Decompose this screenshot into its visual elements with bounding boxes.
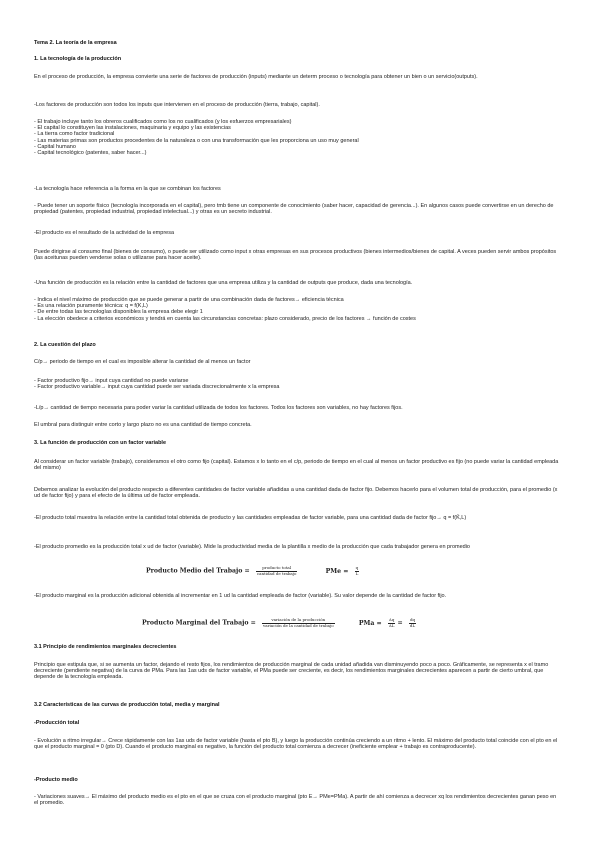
- section-3-2-heading: 3.2 Características de las curvas de producción total, media y marginal: [34, 702, 220, 708]
- formula-denominator: dL: [409, 622, 416, 628]
- list-item: - Es una relación puramente técnica: q = f(K,L): [34, 303, 148, 310]
- formula-fraction: [388, 618, 396, 628]
- list-item: - Capital tecnológico (patentes, saber hacer...): [34, 150, 147, 157]
- section-3-1-heading: 3.1 Principio de rendimientos marginales decrecientes: [34, 644, 177, 650]
- list-item: - Factor productivo variable→ input cuya cantidad puede ser variada discrecionalmente x la empresa: [34, 384, 280, 391]
- list-item: - Capital humano: [34, 143, 76, 150]
- formula-fraction: [262, 618, 335, 628]
- list-item: - El trabajo incluye tanto los obreros cualificados como los no cualificados (y los esfuerzos empresariales): [34, 119, 292, 125]
- formula-denominator: variación de la cantidad de trabajo: [262, 622, 334, 628]
- formula-fraction: [256, 566, 298, 576]
- paragraph: -El producto marginal es la producción adicional obtenida al incrementar en 1 ud la cantidad empleada de factor (variable). Su valor depende de la cantidad de factor fijo.: [34, 593, 447, 599]
- paragraph: -Los factores de producción son todos los inputs que intervienen en el proceso de producción (tierra, trabajo, capital).: [34, 102, 320, 108]
- list-item: - La elección obedece a criterios económicos y tendrá en cuenta las circunstancias concretas: plazo considerado, precio de los factores → función de costes: [34, 315, 416, 322]
- list-item: - El capital lo constituyen las instalaciones, maquinaria y equipo y las existencias: [34, 125, 231, 132]
- paragraph: -El producto total muestra la relación entre la cantidad total obtenida de producto y las cantidades empleadas de factor variable, para una cantidad dada de factor fijo→ q = f(K̄,L): [34, 515, 467, 521]
- section-2-heading: 2. La cuestión del plazo: [34, 342, 96, 348]
- formula-denominator: L: [355, 570, 359, 576]
- formula-numerator: producto total: [256, 566, 298, 572]
- paragraph: -La tecnología hace referencia a la forma en la que se combinan los factores: [34, 186, 221, 192]
- factor-types-list: [34, 378, 562, 390]
- paragraph: - Variaciones suaves→ El máximo del producto medio es el pto en el que se cruza con el producto marginal (pto E→ PMe=PMa). A partir de ahí comienza a decrecer xq los rendimientos decrecientes ganan peso en el promedio.: [34, 794, 557, 807]
- list-item: - De entre todas las tecnologías disponibles la empresa debe elegir 1: [34, 309, 203, 316]
- list-item: - Factor productivo fijo→ input cuya cantidad no puede variarse: [34, 378, 189, 384]
- formula-equals: =: [397, 619, 403, 627]
- paragraph: -El producto promedio es la producción total x ud de factor (variable). Mide la productividad media de la plantilla x medio de la producción que cada trabajador genera en promedio: [34, 544, 470, 550]
- formula-numerator: Δq: [388, 617, 395, 622]
- formula-label: Producto Marginal del Trabajo =: [142, 619, 256, 627]
- list-item: - Las materias primas son productos procedentes de la naturaleza o con una transformación que les proporciona un uso muy general: [34, 137, 359, 144]
- formula-label: Producto Medio del Trabajo =: [146, 567, 250, 575]
- formula-fraction: [355, 566, 360, 576]
- marginal-product-formula: [142, 618, 416, 628]
- paragraph: Debemos analizar la evolución del producto respecto a diferentes cantidades de factor variable añadidas a una cantidad dada de factor fijo. Debemos hacerlo para el volumen total de producción, para el promedio (x ud de factor fijo) y para el efecto de la última ud de factor empleada.: [34, 487, 558, 500]
- paragraph: - Puede tener un soporte físico (tecnología incorporada en el capital), pero tmb tiene un componente de conocimiento (saber hacer, capacidad de gerencia...). En algunos casos puede convertirse en un derecho de propiedad (patentes, propiedad industrial, propiedad intelectual...) y otras es un secreto industrial.: [34, 203, 554, 216]
- subheading: -Producto medio: [34, 777, 78, 783]
- paragraph: - Evolución a ritmo irregular→ Crece rápidamente con las 1as uds de factor variable (hasta el pto B), y luego la producción continúa creciendo a un ritmo + lento. El máximo del producto total coincide con el pto en el que el producto marginal = 0 (pto D). Cuando el producto marginal es negativo, la función del producto total comienza a decrecer (ineficiente emplear + trabajo es contraproducente).: [34, 738, 558, 751]
- formula-denominator: cantidad de trabajo: [256, 570, 297, 576]
- paragraph: C/p→ periodo de tiempo en el cual es imposible alterar la cantidad de al menos un factor: [34, 359, 251, 365]
- formula-numerator: q: [355, 565, 359, 570]
- subheading: -Producción total: [34, 720, 80, 726]
- formula-label: PMe =: [325, 567, 349, 575]
- production-function-list: [34, 297, 562, 322]
- paragraph: El umbral para distinguir entre corto y largo plazo no es una cantidad de tiempo concreta.: [34, 422, 252, 428]
- paragraph: -L/p→ cantidad de tiempo necesaria para poder variar la cantidad utilizada de todos los factores. Todos los factores son variables, no hay factores fijos.: [34, 405, 403, 411]
- paragraph: En el proceso de producción, la empresa convierte una serie de factores de producción (inputs) mediante un determ proceso o tecnología para obtener un bien o un servicio(outputs).: [34, 74, 478, 80]
- formula-numerator: dq: [409, 617, 416, 622]
- formula-denominator: ΔL: [388, 622, 395, 628]
- paragraph: -El producto es el resultado de la actividad de la empresa: [34, 230, 175, 236]
- paragraph: Al considerar un factor variable (trabajo), consideramos el otro como fijo (capital). Estamos x lo tanto en el c/p, periodo de tiempo en el cual al menos un factor productivo es fijo (no puede variar la cantidad empleada del mismo): [34, 459, 559, 472]
- paragraph: Puede dirigirse al consumo final (bienes de consumo), o puede ser utilizado como input x otras empresas en sus procesos productivos (bienes intermedios/bienes de capital. A veces pueden servir ambos propósitos (las aceitunas pueden venderse solas o utilizarse para hacer aceite).: [34, 249, 557, 262]
- formula-fraction: [409, 618, 416, 628]
- section-1-heading: 1. La tecnología de la producción: [34, 56, 122, 62]
- section-3-heading: 3. La función de producción con un factor variable: [34, 440, 167, 446]
- paragraph: Principio que estipula que, si se aumenta un factor, dejando el resto fijos, los rendimientos de producción marginal de cada unidad añadida van disminuyendo poco a poco. Gráficamente, se representa x el tramo decreciente (pendiente negativa) de la curva de PMa. Para las 1as uds de factor variable, el PMa puede ser creciente, es decir, los rendimientos marginales decrecientes aparecen a partir de cierto umbral, que depende de la tecnología empleada.: [34, 662, 549, 681]
- average-product-formula: [146, 566, 359, 576]
- formula-label: PMa =: [358, 619, 382, 627]
- list-item: - La tierra como factor tradicional: [34, 131, 115, 138]
- list-item: - Indica el nivel máximo de producción que se puede generar a partir de una combinación dada de factores→ eficiencia técnica: [34, 297, 344, 303]
- formula-numerator: variación de la producción: [262, 618, 335, 624]
- factors-list: [34, 119, 562, 156]
- paragraph: -Una función de producción es la relación entre la cantidad de factores que una empresa utiliza y la cantidad de outputs que produce, dada una tecnología.: [34, 280, 413, 286]
- document-title: Tema 2. La teoría de la empresa: [34, 40, 117, 46]
